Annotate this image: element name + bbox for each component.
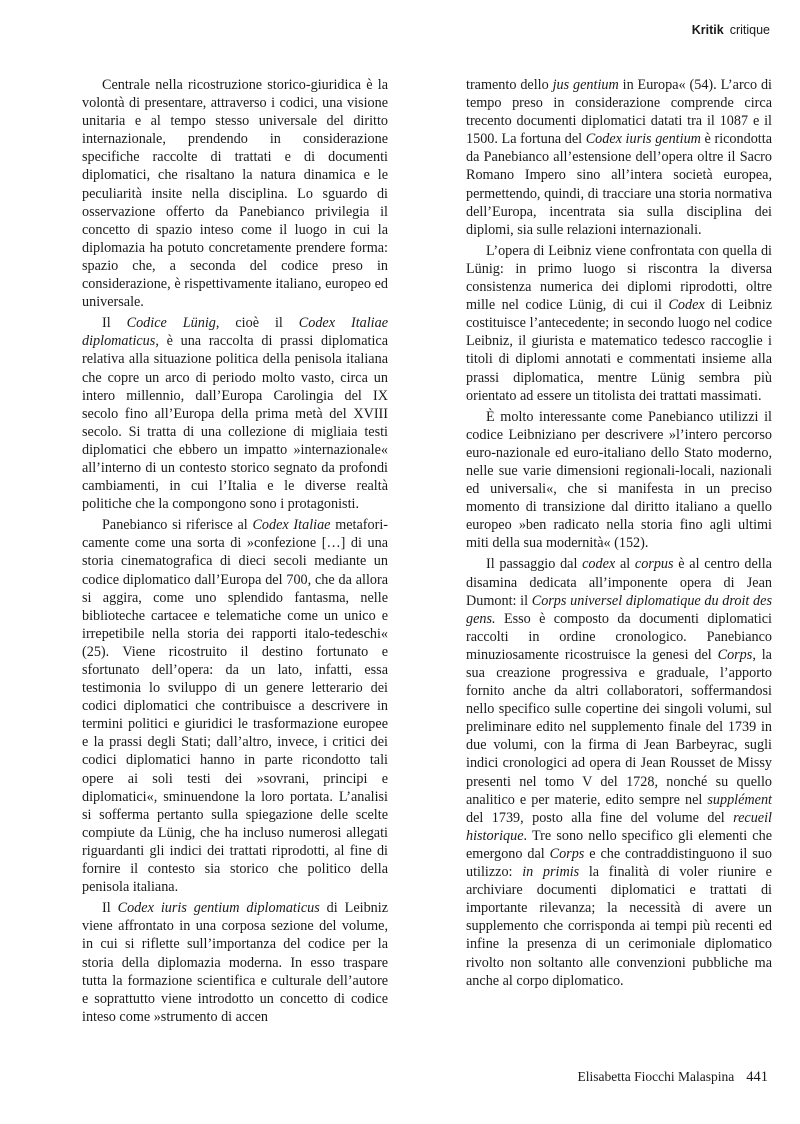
- running-header: [692, 23, 770, 37]
- italic-title: Codex Italiae diplomaticus: [82, 315, 389, 350]
- paragraph: [82, 516, 388, 896]
- italic-term: recueil historique: [466, 809, 772, 844]
- paragraph: [466, 555, 772, 989]
- italic-title: Corps universel diplomatique du droit des gens.: [466, 592, 772, 627]
- text-run: L’opera di Leibniz viene confrontata con quella di Lünig: in primo luogo si riscontra la diversa consistenza numerica dei diplomi riprodotti, oltre mille nel codice Lünig, di cui il: [466, 242, 772, 314]
- italic-title: Codex: [668, 297, 705, 314]
- text-run: tramento dello: [466, 77, 553, 93]
- text-run: e che contraddistinguono il suo utilizzo:: [466, 845, 772, 881]
- left-column: [82, 76, 388, 1026]
- text-run: . Tre sono nello specifico gli elementi che emergono dal: [466, 827, 772, 862]
- paragraph: [466, 242, 772, 405]
- text-run: , è una raccolta di prassi diplomatica relativa alla situazione politica della penisola italiana che copre un arco di periodo molto vasto, circa un intero millennio, dall’Europa Carolingia del IX secolo fino all’Europa della prima metà del XVIII secolo. Si tratta di una collezione di migliaia testi diplomatici che ebbero un impatto »internazionale« all’interno di un contesto storico segnato da profondi cambiamenti, in cui l’Italia e le diverse realtà politiche che la compongono sono i protagonisti.: [82, 333, 388, 513]
- italic-title: Codex iuris gentium diplomaticus: [117, 900, 320, 917]
- right-column: [466, 76, 772, 1026]
- section-label: Kritik: [691, 23, 724, 37]
- italic-title: Codice Lünig: [126, 315, 216, 332]
- italic-title: Corps: [717, 646, 753, 663]
- italic-title: Corps: [549, 845, 585, 862]
- text-run: è al centro della disamina dedicata all’imponente opera di Jean Dumont: il: [466, 556, 772, 609]
- italic-term: codex: [582, 556, 616, 573]
- running-footer: [578, 1069, 768, 1086]
- subsection-label: critique: [729, 23, 770, 37]
- text-run: Panebianco si riferisce al: [102, 517, 253, 534]
- text-run: , cioè il: [215, 315, 299, 332]
- italic-title: Codex Italiae: [252, 517, 331, 534]
- text-run: di Leibniz costituisce l’antecedente; in secondo luogo nel codice Leibniz, il giurista e matematico tedesco raccoglie i titoli di diplomi annotati e commentati insieme alla prassi diplomatica, mentre Lünig sembra più orientato ad essere un titolista dei trattati massimati.: [466, 297, 772, 404]
- italic-term: supplément: [707, 791, 772, 808]
- italic-term: corpus: [634, 556, 674, 573]
- text-run: al: [615, 556, 635, 573]
- text-run: la finalità di voler riunire e archiviare documenti diplomatici e trattati di importante rilevanza; la necessità di avere un supplemento che corrisponda ai tempi più recenti ed infine la presenza di un cerimoniale diplomatico rivolto non soltanto alle convenzioni pubbliche ma anche al corpo diplomatico.: [466, 864, 772, 989]
- text-run: Esso è composto da documenti diplomatici raccolti in ordine cronologico. Panebianco minuziosamente ricostruisce la genesi del: [466, 610, 772, 663]
- text-run: del 1739, posto alla fine del volume del: [466, 809, 734, 826]
- text-run: è ricondotta da Panebianco all’estensione dell’opera oltre il Sacro Romano Impero sino all’intera società europea, permettendo, quindi, di tracciare una storia normativa dell’Europa, incentrata sia sulla disciplina dei diplomi, sia sulle relazioni internazionali.: [466, 131, 772, 238]
- paragraph: [466, 76, 772, 239]
- text-run: Il: [102, 315, 127, 332]
- text-run: Il passaggio dal: [486, 556, 583, 573]
- body-text: [82, 76, 772, 1026]
- text-run: Il: [102, 900, 118, 917]
- text-run: metaforicamente come una sorta di »confezione […] di una storia cinematografica di dieci secoli mediante un codice diplomatico dall’Europa del 700, che da allora si aggira, come uno splendido fantasma, nelle biblioteche cartacee e telematiche come un unico e irrepetibile nella storia dei rapporti italo-tedeschi« (25). Viene ricostruito il destino fortunato e sfortunato dell’opera: da un lato, infatti, essa testimonia lo sviluppo di un genere letterario dei codici diplomatici che contribuisce a descrivere in termini politici e giuridici le trasformazione europee e la prassi degli Stati; dall’altro, invece, i critici dei codici diplomatici hanno in parte ricondotto tali opere ai soli testi dei »sovrani, principi e diplomatici«, sminuendone la loro portata. L’analisi si sofferma pertanto sulla spiegazione delle scelte compiute da Lünig, che ha incluso numerosi allegati riguardanti gli indici dei trattati riprodotti, al fine di fornire il contesto sia storico che politico della penisola italiana.: [82, 517, 388, 896]
- paragraph: [82, 899, 388, 1026]
- author-name: Elisabetta Fiocchi Malaspina: [577, 1069, 735, 1084]
- paragraph: Centrale nella ricostruzione storico-giuridica è la volontà di presentare, attraverso i codici, una visione unitaria e al tempo stesso universale del diritto internazionale, prendendo in considerazione specifiche raccolte di trattati e di documenti diplomatici, che risaltano la natura dinamica e le peculiarità insite nella disciplina. Lo sguardo di osservazione offerto da Panebianco privilegia il concetto di spazio inteso come il luogo in cui la diplomazia ha potuto concretamente prendere forma: spazio che, a seconda del codice preso in considerazione, è rispettivamente italiano, europeo ed universale.: [82, 77, 388, 311]
- italic-title: Codex iuris gentium: [585, 131, 701, 148]
- text-run: , la sua creazione progressiva e graduale, l’apporto fornito anche da altri collaboratori, soffermandosi nello specifico sulle copertine dei singoli volumi, sul preliminare edito nel supplemento finale del 1739 in due volumi, con la firma di Jean Barbeyrac, sugli indici cronologici ad opera di Jean Rousset de Missy presenti nel tomo V del 1728, nonché su quello analitico e per materie, edito sempre nel: [466, 646, 772, 808]
- text-run: in Europa« (54). L’arco di tempo preso in considerazione comprende circa trecento documenti diplomatici datati tra il 1087 e il 1500. La fortuna del: [466, 77, 772, 148]
- text-run: di Leibniz viene affrontato in una corposa sezione del volume, in cui si riflette sull’importanza del codice per la storia della diplomazia moderna. In esso traspare tutta la formazione scientifica e culturale dell’autore e soprattutto viene introdotto un concetto di codice inteso come »strumento di accen: [82, 900, 388, 1025]
- page-number: 441: [746, 1069, 768, 1085]
- paragraph: È molto interessante come Panebianco utilizzi il codice Leibniziano per descrivere »l’intero percorso euro-nazionale ed euro-italiano dello Stato moderno, nelle sue varie dimensioni regionali-locali, nazionali ed universali«, che si manifesta in un preciso momento di transizione dal diritto italiano a quello europeo »ben radicato nella storia fino agli ultimi miti della sua modernità« (152).: [466, 408, 772, 552]
- italic-term: in primis: [522, 864, 580, 881]
- italic-term: jus gentium: [552, 77, 619, 93]
- paragraph: [82, 314, 388, 513]
